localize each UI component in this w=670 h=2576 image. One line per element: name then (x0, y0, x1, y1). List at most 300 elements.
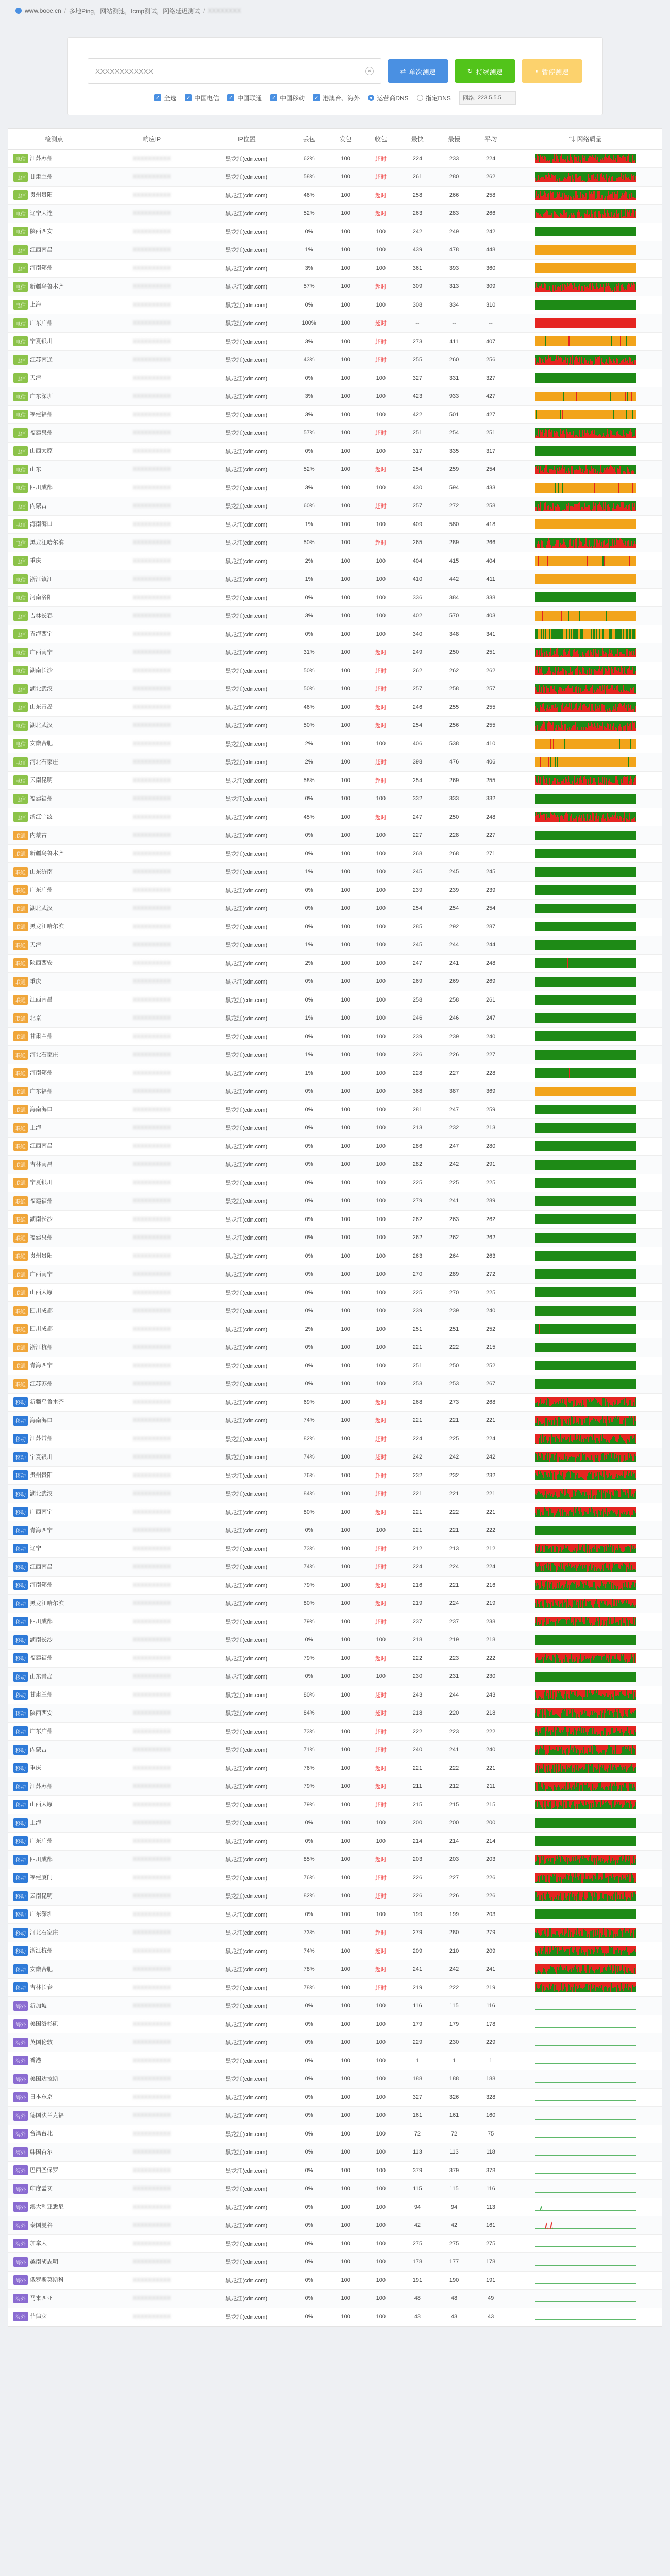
cell-position: 黑龙江(cdn.com) (204, 1722, 289, 1741)
cell-ip (100, 369, 204, 387)
cell-ip (100, 1905, 204, 1924)
cell-ip (100, 1832, 204, 1851)
quality-bar (535, 245, 636, 255)
quality-bar (535, 410, 636, 419)
ip-value: XXXXXXXXXX (132, 1216, 171, 1223)
ip-value: XXXXXXXXXX (132, 1399, 171, 1405)
quality-bar (535, 1233, 636, 1243)
cell-ip (100, 1466, 204, 1485)
cell-recv: 超时 (362, 351, 399, 369)
cell-recv: 100 (362, 1100, 399, 1119)
table-row (8, 1412, 662, 1430)
cell-ip (100, 844, 204, 863)
cell-position: 黑龙江(cdn.com) (204, 1302, 289, 1320)
cell-sent: 100 (329, 844, 362, 863)
dns-input[interactable] (459, 91, 516, 105)
cell-average: 252 (473, 1357, 509, 1375)
ip-value: XXXXXXXXXX (132, 1472, 171, 1479)
cell-average: 332 (473, 790, 509, 808)
cell-average: 222 (473, 1722, 509, 1741)
breadcrumb-page[interactable]: 多地Ping，网站测速，Icmp测试，网络延迟测试 (69, 7, 200, 15)
cell-loss: 0% (289, 844, 329, 863)
cell-average: 257 (473, 680, 509, 699)
ip-value: XXXXXXXXXX (132, 613, 171, 619)
cell-average: 213 (473, 1119, 509, 1138)
cell-ip (100, 1430, 204, 1448)
stop-test-button[interactable] (522, 59, 582, 83)
table-row (8, 1960, 662, 1979)
cell-sent: 100 (329, 662, 362, 680)
cell-quality (509, 2216, 662, 2235)
cell-slowest: 244 (435, 936, 472, 955)
cell-sent: 100 (329, 2107, 362, 2125)
cell-average: 230 (473, 1668, 509, 1686)
cell-fastest: 317 (399, 442, 435, 461)
quality-bar-svg (535, 318, 636, 328)
location-label: 河北石家庄 (30, 1052, 58, 1058)
col-location[interactable]: 检测点 (8, 129, 100, 149)
cell-recv: 100 (362, 223, 399, 241)
cell-fastest: 262 (399, 1229, 435, 1247)
quality-bar-svg (535, 1434, 636, 1444)
cell-quality (509, 1320, 662, 1338)
cell-ip (100, 424, 204, 443)
cell-slowest: 348 (435, 625, 472, 643)
cell-average: 43 (473, 2308, 509, 2326)
table-row (8, 844, 662, 863)
table-row (8, 881, 662, 900)
cell-position: 黑龙江(cdn.com) (204, 2125, 289, 2143)
quality-bar (535, 263, 636, 273)
cell-position: 黑龙江(cdn.com) (204, 424, 289, 443)
cell-location (8, 2161, 100, 2180)
cell-ip (100, 223, 204, 241)
quality-bar-svg (535, 940, 636, 950)
cell-position: 黑龙江(cdn.com) (204, 1814, 289, 1833)
cell-position: 黑龙江(cdn.com) (204, 1229, 289, 1247)
table-row (8, 1539, 662, 1558)
cell-ip (100, 680, 204, 699)
cell-fastest: 225 (399, 1174, 435, 1192)
cell-ip (100, 918, 204, 936)
table-row (8, 991, 662, 1009)
ip-value: XXXXXXXXXX (132, 869, 171, 875)
cell-sent: 100 (329, 588, 362, 607)
isp-tag: 移动 (13, 1708, 28, 1718)
cell-fastest: 268 (399, 1393, 435, 1412)
cell-sent: 100 (329, 2290, 362, 2308)
ip-value: XXXXXXXXXX (132, 1564, 171, 1570)
cell-slowest: 275 (435, 2234, 472, 2253)
cell-position: 黑龙江(cdn.com) (204, 2088, 289, 2107)
table-row (8, 900, 662, 918)
cell-recv: 100 (362, 2107, 399, 2125)
quality-bar (535, 2184, 636, 2194)
location-label: 德国法兰克福 (30, 2112, 64, 2119)
cell-slowest: 48 (435, 2290, 472, 2308)
single-test-button[interactable] (388, 59, 448, 83)
cell-average: 256 (473, 351, 509, 369)
cell-recv: 100 (362, 1174, 399, 1192)
quality-bar-svg (535, 501, 636, 511)
cell-fastest: 178 (399, 2253, 435, 2272)
cell-ip (100, 735, 204, 753)
isp-tag: 电信 (13, 336, 28, 346)
isp-tag: 联通 (13, 1160, 28, 1170)
cell-ip (100, 588, 204, 607)
cell-slowest: 228 (435, 826, 472, 845)
check-label: 中国移动 (280, 94, 305, 102)
cell-recv: 100 (362, 405, 399, 424)
cell-slowest: 246 (435, 1009, 472, 1028)
cell-ip (100, 2234, 204, 2253)
check-mobile[interactable] (270, 94, 305, 103)
cell-fastest: 263 (399, 1247, 435, 1265)
location-label: 重庆 (30, 978, 41, 985)
cell-position: 黑龙江(cdn.com) (204, 1905, 289, 1924)
location-label: 新疆乌鲁木齐 (30, 850, 64, 857)
isp-tag: 电信 (13, 648, 28, 657)
ip-value: XXXXXXXXXX (132, 2259, 171, 2265)
cell-location (8, 991, 100, 1009)
cell-recv: 超时 (362, 497, 399, 516)
checkbox-icon: ✓ (154, 94, 161, 101)
location-label: 安徽合肥 (30, 1966, 53, 1973)
col-loss[interactable]: 丢包 (289, 129, 329, 149)
cell-position: 黑龙江(cdn.com) (204, 205, 289, 223)
table-row (8, 332, 662, 351)
quality-bar (535, 1800, 636, 1809)
cell-position: 黑龙江(cdn.com) (204, 1887, 289, 1906)
table-row (8, 1503, 662, 1521)
check-telecom[interactable] (185, 94, 219, 103)
ip-value: XXXXXXXXXX (132, 905, 171, 912)
ip-value: XXXXXXXXXX (132, 594, 171, 601)
continuous-test-button[interactable] (455, 59, 515, 83)
table-row (8, 1777, 662, 1796)
table-row (8, 680, 662, 699)
quality-bar-svg (535, 2221, 636, 2230)
cell-slowest: 272 (435, 497, 472, 516)
cell-position: 黑龙江(cdn.com) (204, 2033, 289, 2052)
cell-position: 黑龙江(cdn.com) (204, 588, 289, 607)
cell-recv: 100 (362, 2161, 399, 2180)
cell-sent: 100 (329, 296, 362, 314)
cell-position: 黑龙江(cdn.com) (204, 1064, 289, 1082)
cell-position: 黑龙江(cdn.com) (204, 1649, 289, 1668)
cell-sent: 100 (329, 1485, 362, 1503)
quality-bar (535, 684, 636, 694)
cell-fastest: 72 (399, 2125, 435, 2143)
cell-slowest: 242 (435, 1448, 472, 1467)
col-quality[interactable] (509, 129, 662, 149)
cell-location (8, 351, 100, 369)
cell-quality (509, 1210, 662, 1229)
col-sent[interactable]: 发包 (329, 129, 362, 149)
cell-fastest: 253 (399, 1375, 435, 1394)
cell-ip (100, 2070, 204, 2089)
isp-tag: 联通 (13, 1361, 28, 1370)
check-label: 全选 (164, 94, 177, 102)
cell-location (8, 552, 100, 570)
isp-tag: 联通 (13, 1141, 28, 1151)
col-slowest[interactable]: 最慢 (435, 129, 472, 149)
cell-location (8, 1174, 100, 1192)
location-label: 江苏苏州 (30, 1783, 53, 1790)
ip-value: XXXXXXXXXX (132, 2240, 171, 2247)
check-unicom[interactable] (227, 94, 262, 103)
ip-value: XXXXXXXXXX (132, 1838, 171, 1844)
cell-loss: 0% (289, 1027, 329, 1046)
quality-bar-svg (535, 1873, 636, 1883)
isp-tag: 移动 (13, 1580, 28, 1590)
quality-bar-svg (535, 2056, 636, 2065)
cell-sent: 100 (329, 2216, 362, 2235)
isp-tag: 联通 (13, 995, 28, 1005)
search-input[interactable] (95, 67, 346, 75)
cell-location (8, 771, 100, 790)
cell-ip (100, 2180, 204, 2198)
cell-quality (509, 643, 662, 662)
cell-quality (509, 1814, 662, 1833)
cell-fastest: 215 (399, 1795, 435, 1814)
cell-slowest: 280 (435, 168, 472, 187)
quality-bar-svg (535, 666, 636, 675)
col-recv[interactable]: 收包 (362, 129, 399, 149)
quality-bar-svg (535, 1745, 636, 1755)
quality-bar (535, 629, 636, 639)
quality-bar-svg (535, 483, 636, 493)
cell-location (8, 588, 100, 607)
table-row (8, 1027, 662, 1046)
cell-fastest: 191 (399, 2271, 435, 2290)
table-row (8, 1393, 662, 1412)
search-field[interactable] (88, 58, 381, 84)
isp-tag: 移动 (13, 1489, 28, 1499)
isp-tag: 海外 (13, 2038, 28, 2047)
isp-tag: 移动 (13, 1397, 28, 1407)
cell-loss: 0% (289, 369, 329, 387)
cell-quality (509, 625, 662, 643)
isp-tag: 电信 (13, 611, 28, 621)
isp-tag: 电信 (13, 373, 28, 383)
cell-sent: 100 (329, 2271, 362, 2290)
col-average[interactable]: 平均 (473, 129, 509, 149)
cell-ip (100, 1009, 204, 1028)
cell-quality (509, 2290, 662, 2308)
cell-sent: 100 (329, 2070, 362, 2089)
cell-quality (509, 296, 662, 314)
isp-tag: 电信 (13, 227, 28, 236)
cell-sent: 100 (329, 497, 362, 516)
cell-loss: 71% (289, 1741, 329, 1759)
quality-bar (535, 1379, 636, 1389)
cell-slowest: 250 (435, 808, 472, 826)
cell-ip (100, 1357, 204, 1375)
cell-sent: 100 (329, 954, 362, 973)
cell-average: 279 (473, 1924, 509, 1942)
cell-recv: 100 (362, 241, 399, 260)
quality-bar (535, 1105, 636, 1114)
cell-loss: 0% (289, 1119, 329, 1138)
col-ip-position[interactable]: IP位置 (204, 129, 289, 149)
location-label: 上海 (30, 301, 41, 308)
isp-tag: 移动 (13, 1964, 28, 1974)
cell-loss: 0% (289, 1082, 329, 1101)
breadcrumb-site[interactable]: www.boce.cn (25, 7, 61, 14)
cell-loss: 2% (289, 753, 329, 772)
location-label: 江苏苏州 (30, 1381, 53, 1387)
quality-bar-svg (535, 2312, 636, 2321)
cell-fastest: 229 (399, 2033, 435, 2052)
cell-quality (509, 1100, 662, 1119)
cell-loss: 100% (289, 314, 329, 333)
cell-ip (100, 570, 204, 589)
cell-fastest: 211 (399, 1777, 435, 1796)
cell-sent: 100 (329, 1576, 362, 1595)
location-label: 福建福州 (30, 411, 53, 418)
cell-average: 215 (473, 1338, 509, 1357)
table-header (8, 129, 662, 149)
cell-sent: 100 (329, 936, 362, 955)
cell-fastest: 218 (399, 1704, 435, 1723)
cell-position: 黑龙江(cdn.com) (204, 844, 289, 863)
location-label: 河北石家庄 (30, 1929, 58, 1936)
cell-loss: 58% (289, 771, 329, 790)
cell-slowest: 241 (435, 1741, 472, 1759)
check-overseas[interactable] (313, 94, 360, 103)
check-all[interactable] (154, 94, 176, 103)
quality-bar-svg (535, 1343, 636, 1352)
cell-loss: 0% (289, 1247, 329, 1265)
cell-loss: 79% (289, 1613, 329, 1631)
cell-location (8, 205, 100, 223)
quality-bar-svg (535, 1599, 636, 1608)
cell-slowest: 283 (435, 205, 472, 223)
cell-loss: 0% (289, 1192, 329, 1211)
radio-isp-dns[interactable] (368, 94, 408, 103)
isp-tag: 移动 (13, 1818, 28, 1828)
cell-loss: 0% (289, 1832, 329, 1851)
cell-fastest: 246 (399, 1009, 435, 1028)
isp-tag: 联通 (13, 1306, 28, 1316)
cell-slowest: 244 (435, 1686, 472, 1704)
cell-average: 161 (473, 2216, 509, 2235)
cell-ip (100, 973, 204, 991)
quality-bar (535, 721, 636, 731)
cell-fastest: 257 (399, 680, 435, 699)
cell-ip (100, 753, 204, 772)
table-row (8, 515, 662, 534)
cell-recv: 100 (362, 387, 399, 406)
cell-ip (100, 1119, 204, 1138)
ip-value: XXXXXXXXXX (132, 1271, 171, 1278)
cell-sent: 100 (329, 1210, 362, 1229)
isp-tag: 电信 (13, 739, 28, 749)
cell-location (8, 936, 100, 955)
isp-tag: 联通 (13, 1105, 28, 1114)
cell-position: 黑龙江(cdn.com) (204, 790, 289, 808)
quality-bar (535, 867, 636, 877)
cell-fastest: 226 (399, 1869, 435, 1887)
cell-sent: 100 (329, 1448, 362, 1467)
quality-bar-svg (535, 209, 636, 218)
quality-bar-svg (535, 1269, 636, 1279)
cell-location (8, 973, 100, 991)
ip-value: XXXXXXXXXX (132, 1490, 171, 1497)
isp-tag: 移动 (13, 1855, 28, 1865)
location-label: 广西南宁 (30, 649, 53, 656)
cell-location (8, 1942, 100, 1960)
table-row (8, 1485, 662, 1503)
cell-loss: 80% (289, 1686, 329, 1704)
cell-average: 269 (473, 973, 509, 991)
cell-average: 228 (473, 1064, 509, 1082)
cell-position: 黑龙江(cdn.com) (204, 1412, 289, 1430)
cell-ip (100, 296, 204, 314)
location-label: 湖南长沙 (30, 1216, 53, 1223)
cell-recv: 100 (362, 296, 399, 314)
quality-bar (535, 2001, 636, 2011)
cell-position: 黑龙江(cdn.com) (204, 1320, 289, 1338)
location-label: 浙江杭州 (30, 1344, 53, 1351)
quality-bar-svg (535, 611, 636, 621)
col-fastest[interactable]: 最快 (399, 129, 435, 149)
cell-recv: 超时 (362, 1448, 399, 1467)
location-label: 海南海口 (30, 521, 53, 528)
cell-recv: 100 (362, 1320, 399, 1338)
quality-bar-svg (535, 1690, 636, 1700)
cell-average: 271 (473, 844, 509, 863)
location-label: 贵州贵阳 (30, 192, 53, 198)
isp-tag: 移动 (13, 1946, 28, 1956)
location-label: 陕西西安 (30, 1710, 53, 1717)
cell-ip (100, 2253, 204, 2272)
quality-bar-svg (535, 190, 636, 200)
cell-loss: 3% (289, 405, 329, 424)
cell-position: 黑龙江(cdn.com) (204, 1686, 289, 1704)
quality-bar-svg (535, 2202, 636, 2212)
cell-sent: 100 (329, 607, 362, 625)
cell-loss: 0% (289, 1668, 329, 1686)
cell-slowest: 226 (435, 1887, 472, 1906)
col-response-ip[interactable]: 响应IP (100, 129, 204, 149)
cell-average: 360 (473, 259, 509, 278)
cell-sent: 100 (329, 2161, 362, 2180)
radio-custom-dns[interactable] (417, 94, 451, 103)
clear-icon[interactable]: ✕ (365, 67, 374, 75)
cell-slowest: 177 (435, 2253, 472, 2272)
cell-quality (509, 1082, 662, 1101)
cell-position: 黑龙江(cdn.com) (204, 1046, 289, 1064)
location-label: 广东深圳 (30, 393, 53, 400)
cell-ip (100, 1978, 204, 1997)
cell-location (8, 662, 100, 680)
cell-quality (509, 2107, 662, 2125)
location-label: 俄罗斯莫斯科 (30, 2277, 64, 2283)
quality-bar (535, 2239, 636, 2248)
quality-bar-svg (535, 1928, 636, 1938)
cell-average: 258 (473, 186, 509, 205)
quality-bar-svg (535, 1160, 636, 1170)
quality-bar-svg (535, 1361, 636, 1370)
ip-value: XXXXXXXXXX (132, 503, 171, 510)
cell-location (8, 442, 100, 461)
location-label: 吉林南昌 (30, 1161, 53, 1168)
isp-tag: 电信 (13, 702, 28, 712)
ip-value: XXXXXXXXXX (132, 1893, 171, 1900)
location-label: 湖南长沙 (30, 667, 53, 674)
